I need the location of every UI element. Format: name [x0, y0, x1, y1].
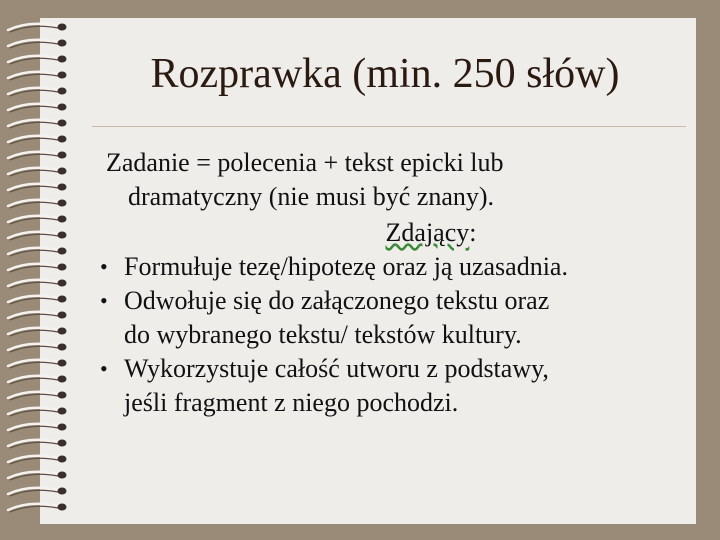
binding-hole	[58, 56, 67, 63]
speaker-label: Zdający	[385, 218, 470, 247]
binding-hole	[58, 472, 67, 479]
binding-hole	[58, 232, 67, 239]
bullet-item-1	[96, 250, 686, 284]
binding-hole	[58, 328, 67, 335]
binding-hole	[58, 456, 67, 463]
binding-hole	[58, 200, 67, 207]
binding-hole	[58, 296, 67, 303]
binding-hole	[58, 88, 67, 95]
binding-hole	[58, 264, 67, 271]
intro-line-2: dramatyczny (nie musi być znany).	[128, 182, 495, 211]
bullet-3-line-1: Wykorzystuje całość utworu z podstawy,	[124, 354, 549, 383]
bullet-1-line-1: Formułuje tezę/hipotezę oraz ją uzasadnia.	[124, 252, 568, 281]
binding-hole	[58, 344, 67, 351]
bullet-icon: •	[100, 288, 108, 313]
binding-hole	[58, 152, 67, 159]
binding-hole	[58, 440, 67, 447]
intro-line-1: Zadanie = polecenia + tekst epicki lub	[106, 148, 504, 177]
binding-hole	[58, 216, 67, 223]
slide-title: Rozprawka (min. 250 słów)	[150, 51, 620, 97]
binding-hole	[58, 376, 67, 383]
slide-body	[96, 146, 686, 420]
bullet-3-line-2: jeśli fragment z niego pochodzi.	[124, 388, 459, 417]
binding-hole	[58, 120, 67, 127]
binding-hole	[58, 24, 67, 31]
bullet-icon: •	[100, 254, 108, 279]
binding-hole	[58, 168, 67, 175]
bullet-icon: •	[100, 356, 108, 381]
binding-hole	[58, 408, 67, 415]
binding-hole	[58, 488, 67, 495]
binding-hole	[58, 136, 67, 143]
bullet-item-2	[96, 284, 686, 352]
binding-hole	[58, 104, 67, 111]
bullet-2-line-1: Odwołuje się do załączonego tekstu oraz	[124, 286, 550, 315]
binding-hole	[58, 424, 67, 431]
binding-hole	[58, 312, 67, 319]
spiral-binding-icon	[0, 0, 80, 540]
binding-hole	[58, 248, 67, 255]
title-divider	[92, 126, 686, 127]
bullet-list	[96, 250, 686, 420]
speaker-colon: :	[469, 218, 477, 247]
bullet-2-line-2: do wybranego tekstu/ tekstów kultury.	[124, 320, 522, 349]
speaker-heading	[96, 216, 686, 250]
binding-hole	[58, 360, 67, 367]
binding-hole	[58, 72, 67, 79]
binding-hole	[58, 184, 67, 191]
binding-hole	[58, 504, 67, 511]
binding-hole	[58, 280, 67, 287]
binding-hole	[58, 40, 67, 47]
bullet-item-3	[96, 352, 686, 420]
binding-hole	[58, 392, 67, 399]
